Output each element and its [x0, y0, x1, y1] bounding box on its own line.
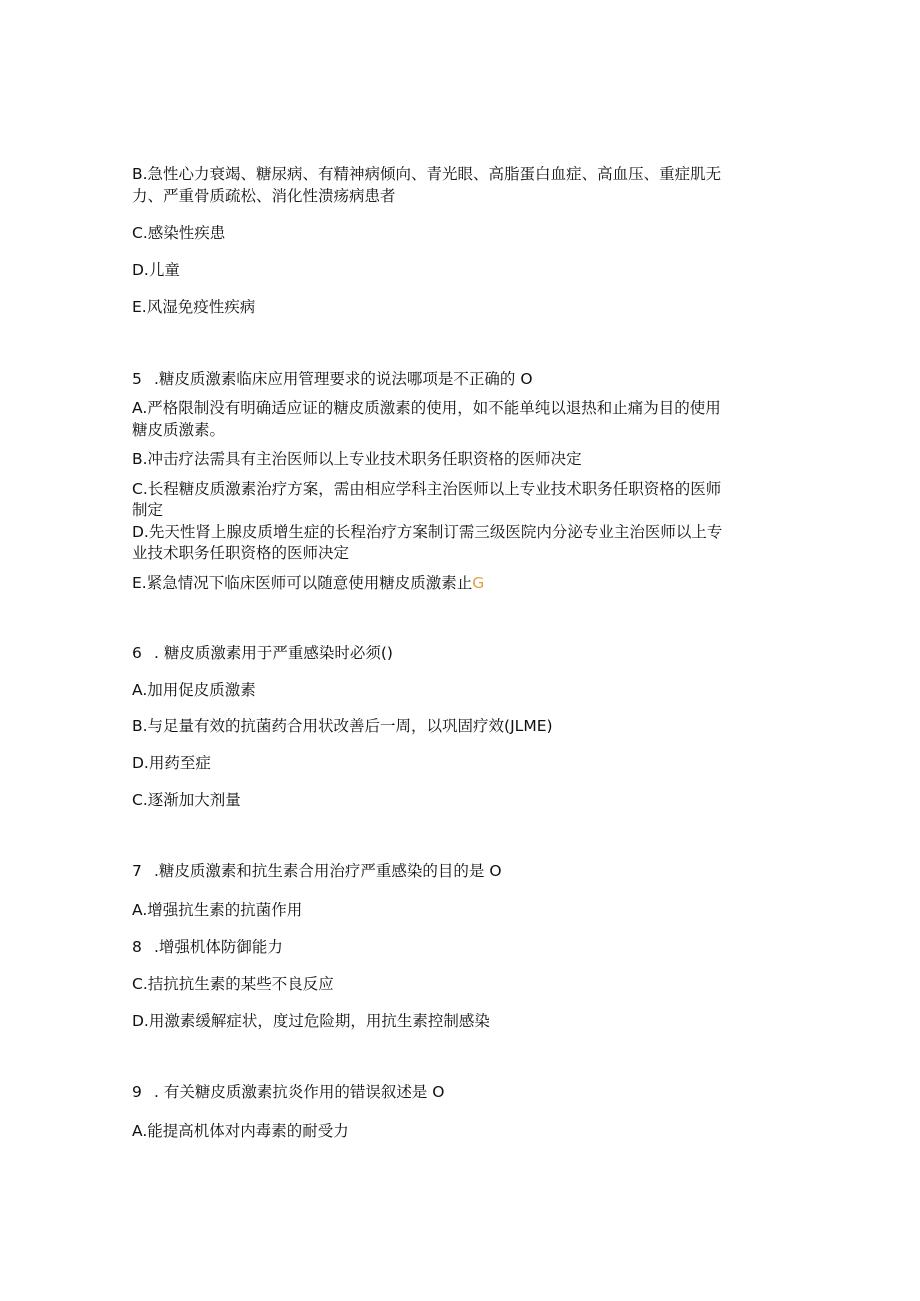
question-text: .糖皮质激素临床应用管理要求的说法哪项是不正确的 O: [154, 370, 533, 388]
question-number: 6: [132, 644, 142, 662]
q5-option-a-line1: A.严格限制没有明确适应证的糖皮质激素的使用，如不能单纯以退热和止痛为目的使用: [132, 399, 721, 417]
q8-option-d: D.用激素缓解症状，度过危险期，用抗生素控制感染: [132, 1012, 490, 1030]
option-b-line2: 力、严重骨质疏松、消化性溃疡病患者: [132, 187, 396, 205]
q5-option-a-line2: 糖皮质激素。: [132, 421, 226, 439]
q6-option-b: B.与足量有效的抗菌药合用状改善后一周，以巩固疗效(JLME): [132, 717, 553, 735]
q6-option-d: D.用药至症: [132, 754, 211, 772]
q5-option-d-line1: D.先天性肾上腺皮质增生症的长程治疗方案制订需三级医院内分泌专业主治医师以上专: [132, 523, 723, 541]
question-text: .增强机体防御能力: [154, 938, 283, 956]
question-number: 7: [132, 862, 142, 880]
option-e: E.风湿免疫性疾病: [132, 298, 256, 316]
question-6-stem: [132, 643, 792, 664]
q7-option-a: A.增强抗生素的抗菌作用: [132, 901, 303, 919]
question-text: . 糖皮质激素用于严重感染时必须(): [154, 644, 393, 662]
q8-option-c: C.拮抗抗生素的某些不良反应: [132, 975, 334, 993]
q5-option-e: [132, 573, 792, 594]
question-7-stem: [132, 861, 792, 882]
q5-option-c-line2: 制定: [132, 501, 164, 519]
question-5-stem: [132, 369, 792, 390]
q5-option-b: B.冲击疗法需具有主治医师以上专业技术职务任职资格的医师决定: [132, 450, 582, 468]
q6-option-c: C.逐渐加大剂量: [132, 791, 241, 809]
question-text: . 有关糖皮质激素抗炎作用的错误叙述是 O: [154, 1083, 445, 1101]
option-c: C.感染性疾患: [132, 224, 226, 242]
question-number: 8: [132, 938, 142, 956]
question-number: 5: [132, 370, 142, 388]
q9-option-a: A.能提高机体对内毒素的耐受力: [132, 1122, 349, 1140]
question-8-stem: [132, 937, 792, 958]
option-d: D.儿童: [132, 261, 180, 279]
q5-option-c-line1: C.长程糖皮质激素治疗方案，需由相应学科主治医师以上专业技术职务任职资格的医师: [132, 480, 722, 498]
option-b-line1: B.急性心力衰竭、糖尿病、有精神病倾向、青光眼、高脂蛋白血症、高血压、重症肌无: [132, 165, 722, 183]
q5-option-d-line2: 业技术职务任职资格的医师决定: [132, 544, 350, 562]
question-9-stem: [132, 1082, 792, 1103]
q6-option-a: A.加用促皮质激素: [132, 681, 256, 699]
question-number: 9: [132, 1083, 142, 1101]
q5-option-e-text: E.紧急情况下临床医师可以随意使用糖皮质激素止: [132, 574, 473, 592]
q5-option-e-tail: G: [472, 574, 485, 592]
question-text: .糖皮质激素和抗生素合用治疗严重感染的目的是 O: [154, 862, 502, 880]
